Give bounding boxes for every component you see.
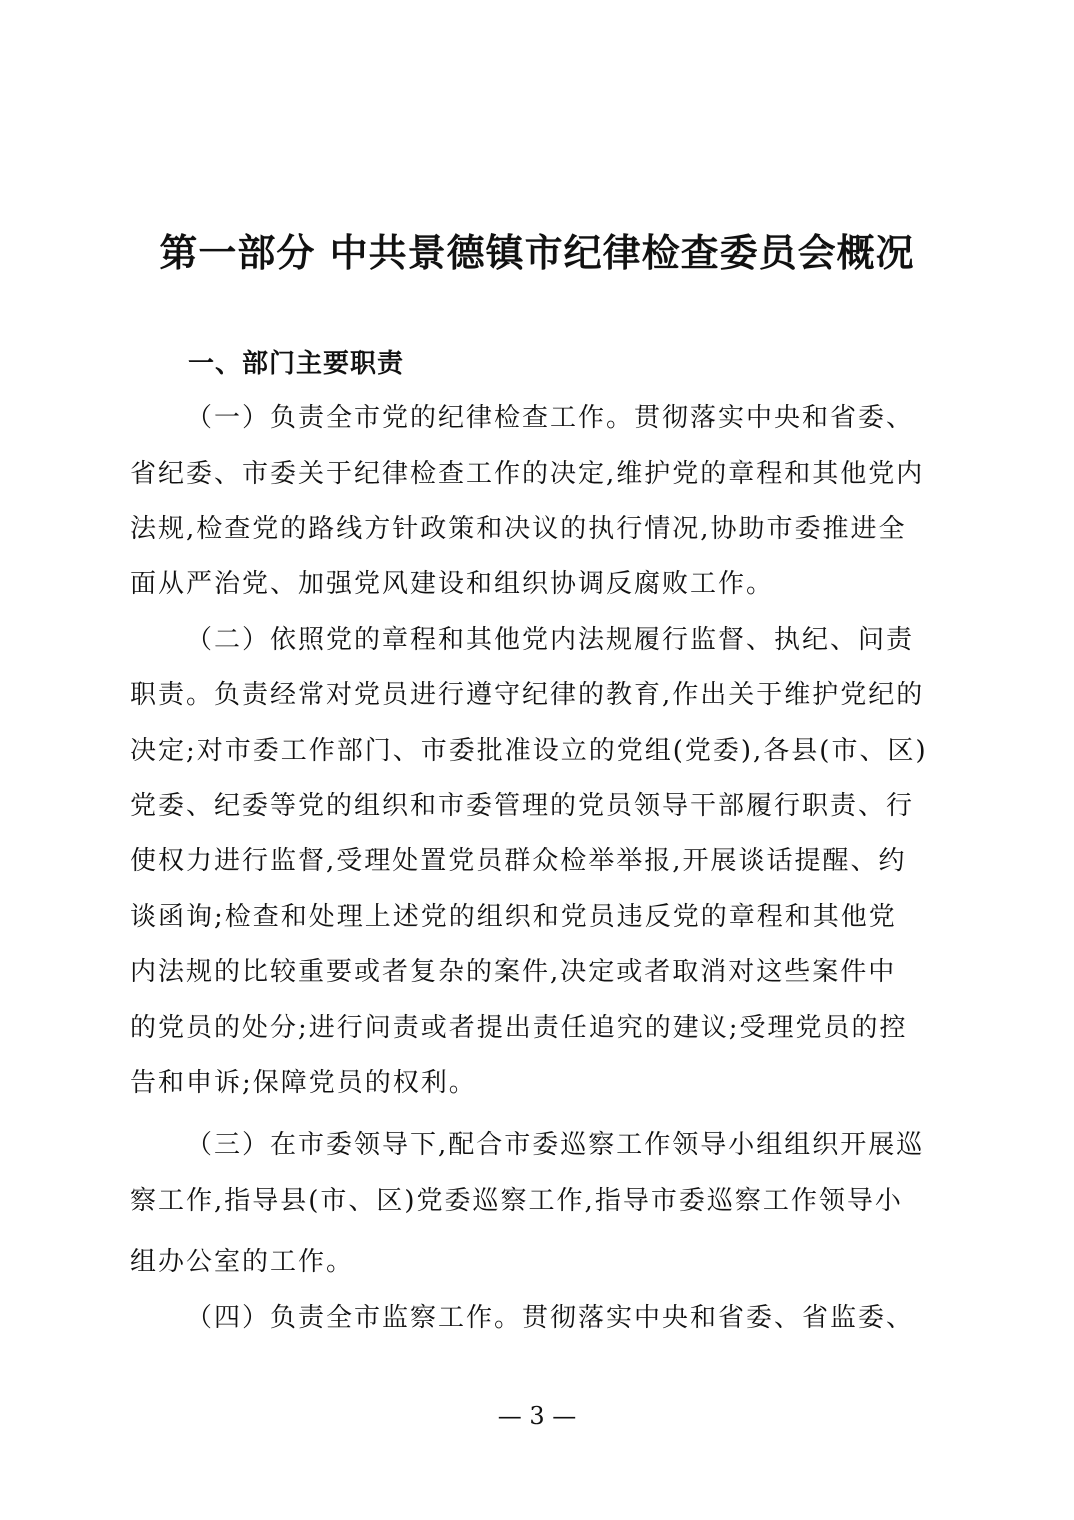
page-title: 第一部分 中共景德镇市纪律检查委员会概况 (159, 231, 915, 275)
paragraph-line: 组办公室的工作。 (130, 1247, 355, 1277)
paragraph-line: 使权力进行监督,受理处置党员群众检举举报,开展谈话提醒、约 (130, 846, 907, 876)
paragraph-line: 职责。负责经常对党员进行遵守纪律的教育,作出关于维护党纪的 (130, 680, 925, 710)
section-heading: 一、部门主要职责 (188, 349, 405, 379)
paragraph-line: 察工作,指导县(市、区)党委巡察工作,指导市委巡察工作领导小 (130, 1186, 903, 1216)
paragraph-line: （三）在市委领导下,配合市委巡察工作领导小组组织开展巡 (186, 1130, 925, 1160)
paragraph-line: 决定;对市委工作部门、市委批准设立的党组(党委),各县(市、区) (130, 736, 928, 766)
paragraph-line: （四）负责全市监察工作。贯彻落实中央和省委、省监委、 (186, 1303, 915, 1333)
paragraph-line: 法规,检查党的路线方针政策和决议的执行情况,协助市委推进全 (130, 514, 907, 544)
paragraph-line: 党委、纪委等党的组织和市委管理的党员领导干部履行职责、行 (130, 791, 915, 821)
paragraph-line: 省纪委、市委关于纪律检查工作的决定,维护党的章程和其他党内 (130, 459, 925, 489)
page-number: — 3 — (497, 1402, 577, 1430)
paragraph-line: 的党员的处分;进行问责或者提出责任追究的建议;受理党员的控 (130, 1013, 908, 1043)
paragraph-line: 内法规的比较重要或者复杂的案件,决定或者取消对这些案件中 (130, 957, 897, 987)
paragraph-line: 告和申诉;保障党员的权利。 (130, 1068, 477, 1098)
paragraph-line: （二）依照党的章程和其他党内法规履行监督、执纪、问责 (186, 625, 915, 655)
paragraph-line: 面从严治党、加强党风建设和组织协调反腐败工作。 (130, 569, 775, 599)
paragraph-line: 谈函询;检查和处理上述党的组织和党员违反党的章程和其他党 (130, 902, 897, 932)
paragraph-line: （一）负责全市党的纪律检查工作。贯彻落实中央和省委、 (186, 403, 915, 433)
